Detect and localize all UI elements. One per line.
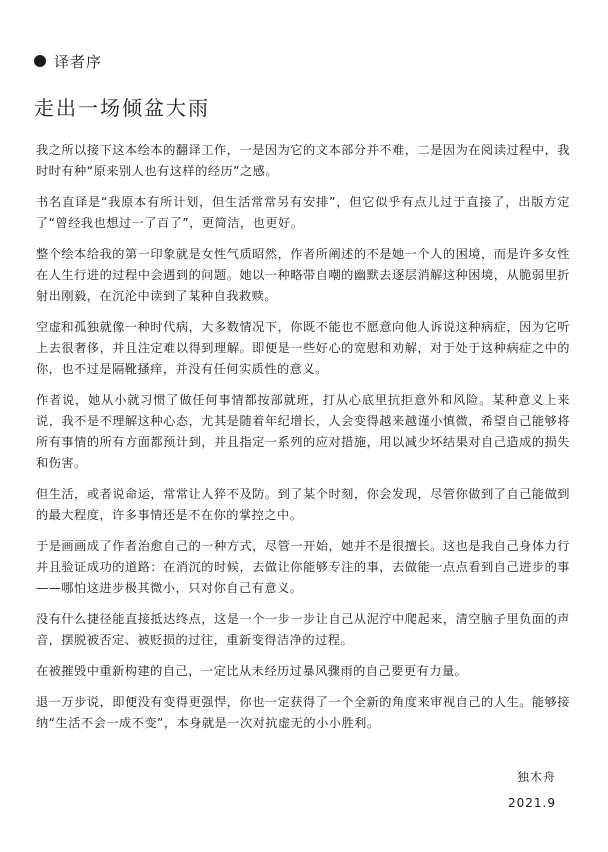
preface-body xyxy=(36,140,570,744)
paragraph-3: 整个绘本给我的第一印象就是女性气质昭然，作者所阐述的不是她一个人的困境，而是许多女性在人生行进的过程中会遇到的问题。她以一种略带自嘲的幽默去逐层消解这种困境，从脆弱里折射出刚毅，在沉沦中读到了某种自我救赎。 xyxy=(36,247,570,303)
section-label: 译者序 xyxy=(54,52,103,71)
paragraph-9: 在被摧毁中重新构建的自己，一定比从未经历过暴风骤雨的自己要更有力量。 xyxy=(36,664,468,678)
paragraph-6: 但生活，或者说命运，常常让人猝不及防。到了某个时刻，你会发现，尽管你做到了自己能做到的最大程度，许多事情还是不在你的掌控之中。 xyxy=(36,487,570,522)
section-header xyxy=(34,50,102,72)
preface-date: 2021.9 xyxy=(508,796,556,810)
paragraph-10: 退一万步说，即便没有变得更强悍，你也一定获得了一个全新的角度来审视自己的人生。能够接纳“生活不会一成不变”，本身就是一次对抗虚无的小小胜利。 xyxy=(36,695,570,730)
paragraph-8: 没有什么捷径能直接抵达终点，这是一个一步一步让自己从泥泞中爬起来，清空脑子里负面的声音，摆脱被否定、被贬损的过往，重新变得洁净的过程。 xyxy=(36,612,570,647)
paragraph-4: 空虚和孤独就像一种时代病，大多数情况下，你既不能也不愿意向他人诉说这种病症，因为它听上去很奢侈，并且注定难以得到理解。即便是一些好心的宽慰和劝解，对于处于这种病症之中的你，也不过是隔靴搔痒，并没有任何实质性的意义。 xyxy=(36,320,570,376)
preface-title: 走出一场倾盆大雨 xyxy=(34,96,210,120)
translator-signature: 独木舟 xyxy=(516,770,556,784)
paragraph-1: 我之所以接下这本绘本的翻译工作，一是因为它的文本部分并不难，二是因为在阅读过程中，我时时有种“原来别人也有这样的经历”之感。 xyxy=(36,143,570,178)
filled-circle-bullet-icon xyxy=(34,55,46,67)
paragraph-2: 书名直译是“我原本有所计划，但生活常常另有安排”，但它似乎有点儿过于直接了，出版方定了“曾经我也想过一了百了”，更简洁，也更好。 xyxy=(36,195,570,230)
paragraph-5: 作者说，她从小就习惯了做任何事情都按部就班，打从心底里抗拒意外和风险。某种意义上来说，我不是不理解这种心态，尤其是随着年纪增长，人会变得越来越谨小慎微，希望自己能够将所有事情的所有方面都预计到，并且指定一系列的应对措施，用以减少坏结果对自己造成的损失和伤害。 xyxy=(36,393,570,470)
paragraph-7: 于是画画成了作者治愈自己的一种方式，尽管一开始，她并不是很擅长。这也是我自己身体力行并且验证成功的道路：在消沉的时候，去做让你能够专注的事，去做能一点点看到自己进步的事——哪怕这进步极其微小，只对你自己有意义。 xyxy=(36,539,570,595)
